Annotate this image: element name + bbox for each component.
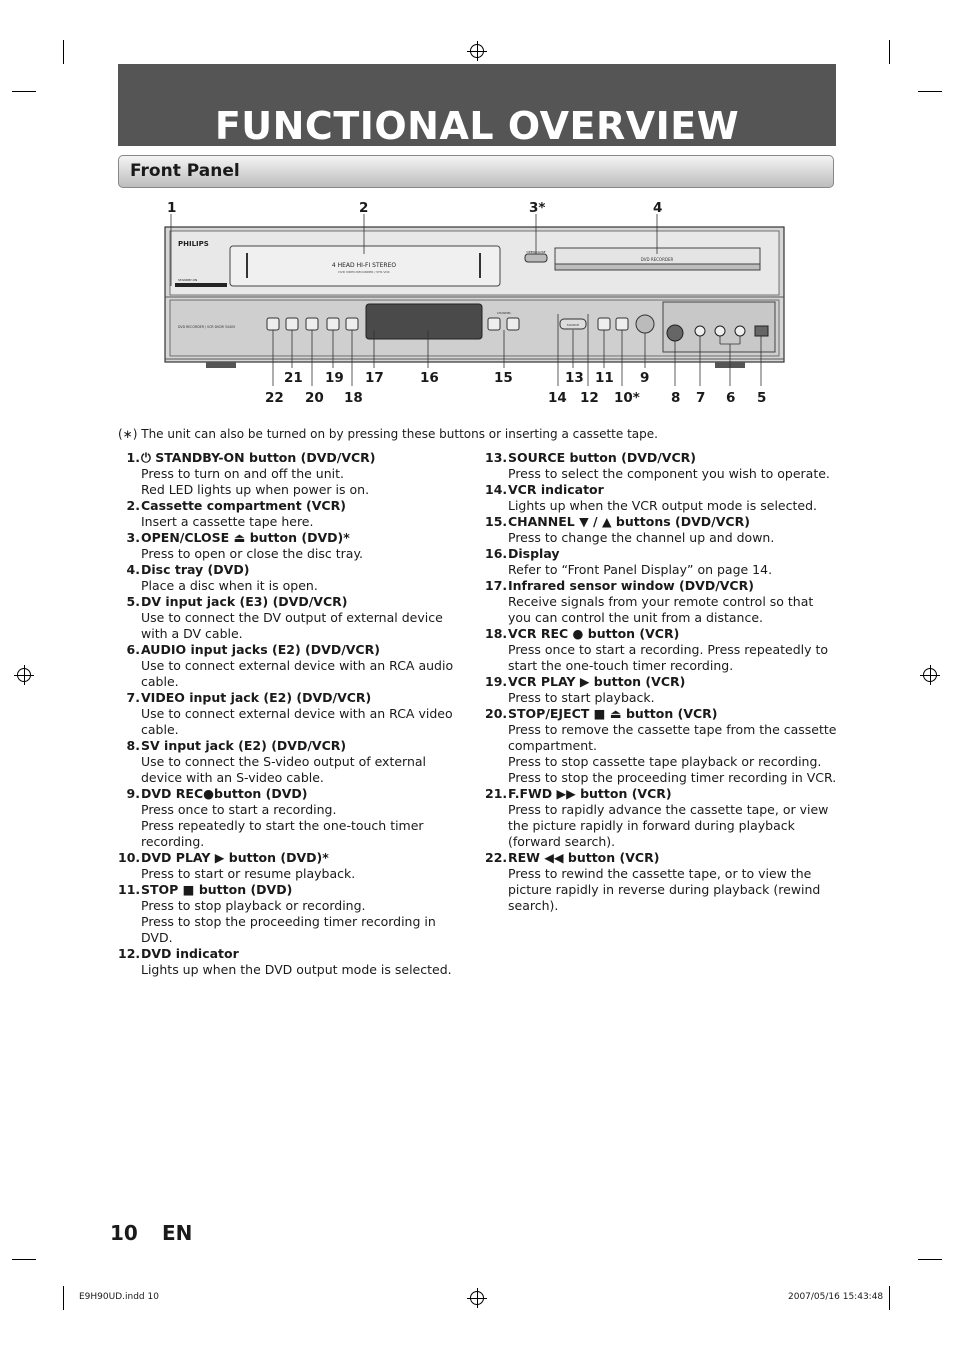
callout-19: 19 [325,370,344,386]
item-heading: DVD PLAY ▶ button (DVD)* [141,850,329,865]
item-number: 15. [485,514,508,529]
dvd-buttons [598,315,654,333]
page-language: EN [162,1221,193,1245]
callout-17: 17 [365,370,384,386]
item-number: 17. [485,578,508,593]
item-number: 3. [126,530,140,545]
item-heading: VCR indicator [508,482,604,497]
item-description: Insert a cassette tape here. [141,514,314,529]
item-number: 1. [126,450,140,465]
channel-label: CHANNEL [496,311,512,315]
crop-mark [63,40,64,64]
callout-5: 5 [757,390,767,406]
list-item [118,450,468,498]
callout-13: 13 [565,370,584,386]
item-description: Use to connect the S-video output of external device with an S-video cable. [141,754,427,785]
item-number: 16. [485,546,508,561]
open-close-label: OPEN/CLOSE [526,250,546,254]
cassette-sublabel: DVD VIDEO RECORDER / VHS VCR [338,270,390,274]
video-jack[interactable] [695,326,705,336]
item-heading: Display [508,546,560,561]
item-heading: DV input jack (E3) (DVD/VCR) [141,594,348,609]
list-item [485,626,840,674]
item-description: Press to stop playback or recording. [141,898,366,913]
crop-mark [889,1286,890,1310]
callout-10: 10* [614,390,640,406]
item-description: Use to connect external device with an RCA video cable. [141,706,453,737]
item-heading: ⏻ STANDBY-ON button (DVD/VCR) [141,450,376,465]
list-item [118,562,468,594]
item-number: 11. [118,882,141,897]
callout-3: 3* [529,200,546,216]
audio-l-jack[interactable] [715,326,725,336]
item-heading: AUDIO input jacks (E2) (DVD/VCR) [141,642,380,657]
callout-15: 15 [494,370,513,386]
crop-mark [918,1259,942,1260]
item-number: 21. [485,786,508,801]
item-heading: DVD REC●button (DVD) [141,786,308,801]
cassette-compartment [230,246,500,286]
callout-21: 21 [284,370,303,386]
item-number: 8. [126,738,140,753]
dv-jack[interactable] [755,326,768,336]
item-number: 13. [485,450,508,465]
item-heading: Infrared sensor window (DVD/VCR) [508,578,754,593]
item-heading: VCR REC ● button (VCR) [508,626,680,641]
item-number: 10. [118,850,141,865]
rew-button[interactable] [267,318,279,330]
open-close-button[interactable] [525,254,547,262]
item-description: Red LED lights up when power is on. [141,482,370,497]
dvd-rec-button[interactable] [636,315,654,333]
item-number: 6. [126,642,140,657]
item-description: Press to start or resume playback. [141,866,356,881]
item-description: Place a disc when it is open. [141,578,318,593]
item-description: Press to stop the proceeding timer recording in DVD. [141,914,436,945]
item-heading: OPEN/CLOSE ⏏ button (DVD)* [141,530,350,545]
model-label: DVD RECORDER / VCR DVDR 3440V [178,325,236,329]
item-description: Refer to “Front Panel Display” on page 14. [508,562,773,577]
item-description: Lights up when the DVD output mode is selected. [141,962,452,977]
item-heading: SV input jack (E2) (DVD/VCR) [141,738,347,753]
callout-6: 6 [726,390,736,406]
list-item [485,482,840,514]
item-number: 22. [485,850,508,865]
item-description: Press to remove the cassette tape from the cassette compartment. [508,722,837,753]
callout-11: 11 [595,370,614,386]
display-window [366,304,482,339]
item-description: Press once to start a recording. Press repeatedly to start the one-touch timer recording. [508,642,829,673]
footer-file-info: E9H90UD.indd 10 [79,1292,159,1302]
item-number: 19. [485,674,508,689]
list-item [485,706,840,786]
standby-button[interactable] [175,283,227,287]
list-item [118,642,468,690]
list-item [485,674,840,706]
crop-mark [918,91,942,92]
item-description: Press to rapidly advance the cassette tape, or view the picture rapidly in forward during playback (forward search). [508,802,829,849]
standby-label: STANDBY-ON [178,278,198,282]
list-item [118,530,468,562]
callout-2: 2 [359,200,369,216]
callout-22: 22 [265,390,284,406]
callout-4: 4 [653,200,663,216]
callout-9: 9 [640,370,650,386]
item-heading: REW ◀◀ button (VCR) [508,850,660,865]
device-brand: PHILIPS [178,240,209,248]
callout-12: 12 [580,390,599,406]
list-item [118,690,468,738]
list-item [485,546,840,578]
item-number: 14. [485,482,508,497]
item-heading: DVD indicator [141,946,239,961]
item-number: 7. [126,690,140,705]
callout-16: 16 [420,370,439,386]
item-description: Use to connect the DV output of external device with a DV cable. [141,610,443,641]
item-description: Use to connect external device with an RCA audio cable. [141,658,454,689]
item-heading: VIDEO input jack (E2) (DVD/VCR) [141,690,372,705]
registration-mark-icon [923,668,937,682]
input-jacks [663,302,775,352]
source-label: SOURCE [566,323,580,327]
crop-mark [12,91,36,92]
list-item [118,882,468,946]
footer-date: 2007/05/16 15:43:48 [788,1292,884,1302]
disc-tray [555,248,760,270]
callout-18: 18 [344,390,363,406]
list-item [485,850,840,914]
dvd-stop-button[interactable] [598,318,610,330]
ffwd-button[interactable] [286,318,298,330]
item-heading: STOP/EJECT ■ ⏏ button (VCR) [508,706,718,721]
item-description: Press to turn on and off the unit. [141,466,344,481]
registration-mark-icon [17,668,31,682]
crop-mark [63,1286,64,1310]
item-number: 12. [118,946,141,961]
callout-7: 7 [696,390,706,406]
list-item [485,450,840,482]
list-item [118,786,468,850]
item-number: 9. [126,786,140,801]
vcr-play-button[interactable] [327,318,339,330]
item-heading: STOP ■ button (DVD) [141,882,293,897]
list-item [118,738,468,786]
item-description: Press repeatedly to start the one-touch timer recording. [141,818,424,849]
item-description: Receive signals from your remote control so that you can control the unit from a distance. [508,594,814,625]
item-description: Press to open or close the disc tray. [141,546,364,561]
item-description: Press to stop cassette tape playback or recording. [508,754,822,769]
channel-down-button[interactable] [488,318,500,330]
page-title: FUNCTIONAL OVERVIEW [214,104,740,148]
item-heading: CHANNEL ▼ / ▲ buttons (DVD/VCR) [508,514,750,529]
page-number: 10 [110,1221,138,1245]
callout-20: 20 [305,390,324,406]
item-description: Lights up when the VCR output mode is selected. [508,498,817,513]
front-panel-illustration [118,196,836,412]
list-item [118,498,468,530]
sv-jack[interactable] [667,325,683,341]
list-item [485,578,840,626]
list-item [118,850,468,882]
item-heading: Disc tray (DVD) [141,562,250,577]
list-item [118,594,468,642]
crop-mark [12,1259,36,1260]
stop-eject-button[interactable] [306,318,318,330]
item-number: 2. [126,498,140,513]
item-description: Press to select the component you wish to operate. [508,466,830,481]
crop-mark [889,40,890,64]
power-note: (∗) The unit can also be turned on by pressing these buttons or inserting a cassette tape. [118,427,658,441]
list-item [485,514,840,546]
items-right-column [485,450,840,914]
item-description: Press to start playback. [508,690,655,705]
cassette-label: 4 HEAD HI-FI STEREO [331,262,397,269]
dvd-play-button[interactable] [616,318,628,330]
item-description: Press to rewind the cassette tape, or to view the picture rapidly in reverse during playback (rewind search). [508,866,821,913]
tray-label: DVD RECORDER [640,257,674,262]
item-number: 5. [126,594,140,609]
item-description: Press to stop the proceeding timer recording in VCR. [508,770,837,785]
callout-8: 8 [671,390,681,406]
item-description: Press once to start a recording. [141,802,337,817]
registration-mark-icon [470,44,484,58]
callout-14: 14 [548,390,567,406]
item-heading: F.FWD ▶▶ button (VCR) [508,786,672,801]
item-heading: SOURCE button (DVD/VCR) [508,450,696,465]
item-number: 20. [485,706,508,721]
list-item [118,946,468,978]
audio-r-jack[interactable] [735,326,745,336]
item-heading: Cassette compartment (VCR) [141,498,346,513]
items-left-column [118,450,468,978]
section-title: Front Panel [130,161,240,181]
item-description: Press to change the channel up and down. [508,530,775,545]
callout-1: 1 [167,200,177,216]
item-heading: VCR PLAY ▶ button (VCR) [508,674,686,689]
item-number: 4. [126,562,140,577]
vcr-rec-button[interactable] [346,318,358,330]
registration-mark-icon [470,1291,484,1305]
list-item [485,786,840,850]
channel-up-button[interactable] [507,318,519,330]
item-number: 18. [485,626,508,641]
